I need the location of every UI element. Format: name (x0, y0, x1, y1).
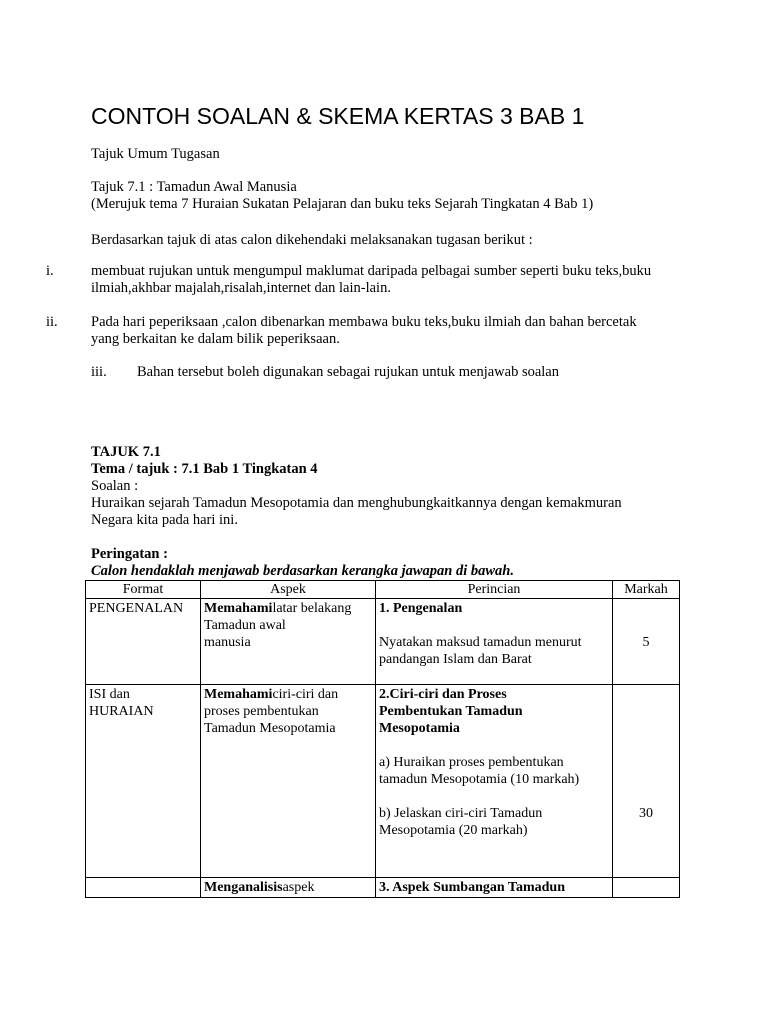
table-row (86, 878, 680, 898)
aspek-cell: Memahamiciri-ciri dan proses pembentukan Tamadun Mesopotamia (201, 685, 376, 878)
format-cell (86, 878, 201, 898)
document-title: CONTOH SOALAN & SKEMA KERTAS 3 BAB 1 (91, 103, 585, 129)
markah-cell (613, 878, 680, 898)
header-aspek: Aspek (201, 581, 376, 599)
list-item-line: Pada hari peperiksaan ,calon dibenarkan membawa buku teks,buku ilmiah dan bahan bercetak (91, 314, 637, 330)
header-markah: Markah (613, 581, 680, 599)
aspek-keyword: Menganalisis (204, 880, 283, 895)
format-cell: PENGENALAN (86, 599, 201, 685)
soalan-line: Negara kita pada hari ini. (91, 512, 238, 528)
list-item-line: yang berkaitan ke dalam bilik peperiksaan. (91, 331, 340, 347)
peringatan-text: Calon hendaklah menjawab berdasarkan kerangka jawapan di bawah. (91, 563, 514, 579)
peringatan-label: Peringatan : (91, 546, 168, 562)
aspek-cell: Memahamilatar belakang Tamadun awal manusia (201, 599, 376, 685)
list-number: ii. (46, 314, 58, 330)
header-format: Format (86, 581, 201, 599)
markah-cell: 5 (613, 599, 680, 685)
answer-framework-table (85, 580, 680, 898)
format-cell: ISI dan HURAIAN (86, 685, 201, 878)
aspek-cell: Menganalisisaspek (201, 878, 376, 898)
perincian-cell: 3. Aspek Sumbangan Tamadun (376, 878, 613, 898)
table-row (86, 599, 680, 685)
list-item-line: Bahan tersebut boleh digunakan sebagai rujukan untuk menjawab soalan (137, 364, 559, 380)
section-tema: Tema / tajuk : 7.1 Bab 1 Tingkatan 4 (91, 461, 318, 477)
header-perincian: Perincian (376, 581, 613, 599)
perincian-cell: 1. Pengenalan Nyatakan maksud tamadun menurut pandangan Islam dan Barat (376, 599, 613, 685)
aspek-keyword: Memahami (204, 687, 273, 702)
soalan-label: Soalan : (91, 478, 139, 494)
aspek-keyword: Memahami (204, 601, 273, 616)
berdasarkan-line: Berdasarkan tajuk di atas calon dikehendaki melaksanakan tugasan berikut : (91, 232, 533, 248)
list-number: iii. (91, 364, 107, 380)
tajuk-line: Tajuk 7.1 : Tamadun Awal Manusia (91, 179, 297, 195)
markah-cell: 30 (613, 685, 680, 878)
list-number: i. (46, 263, 54, 279)
tajuk-umum: Tajuk Umum Tugasan (91, 146, 220, 162)
merujuk-line: (Merujuk tema 7 Huraian Sukatan Pelajaran dan buku teks Sejarah Tingkatan 4 Bab 1) (91, 196, 594, 212)
soalan-line: Huraikan sejarah Tamadun Mesopotamia dan menghubungkaitkannya dengan kemakmuran (91, 495, 622, 511)
table-row (86, 685, 680, 878)
table-header-row (86, 581, 680, 599)
perincian-cell: 2.Ciri-ciri dan Proses Pembentukan Tamadun Mesopotamia a) Huraikan proses pembentukan tamadun Mesopotamia (10 markah) b) Jelaskan ciri-ciri Tamadun Mesopotamia (20 markah) (376, 685, 613, 878)
list-item-line: membuat rujukan untuk mengumpul maklumat daripada pelbagai sumber seperti buku teks,buku (91, 263, 652, 279)
list-item-line: ilmiah,akhbar majalah,risalah,internet dan lain-lain. (91, 280, 391, 296)
section-tajuk: TAJUK 7.1 (91, 444, 161, 460)
